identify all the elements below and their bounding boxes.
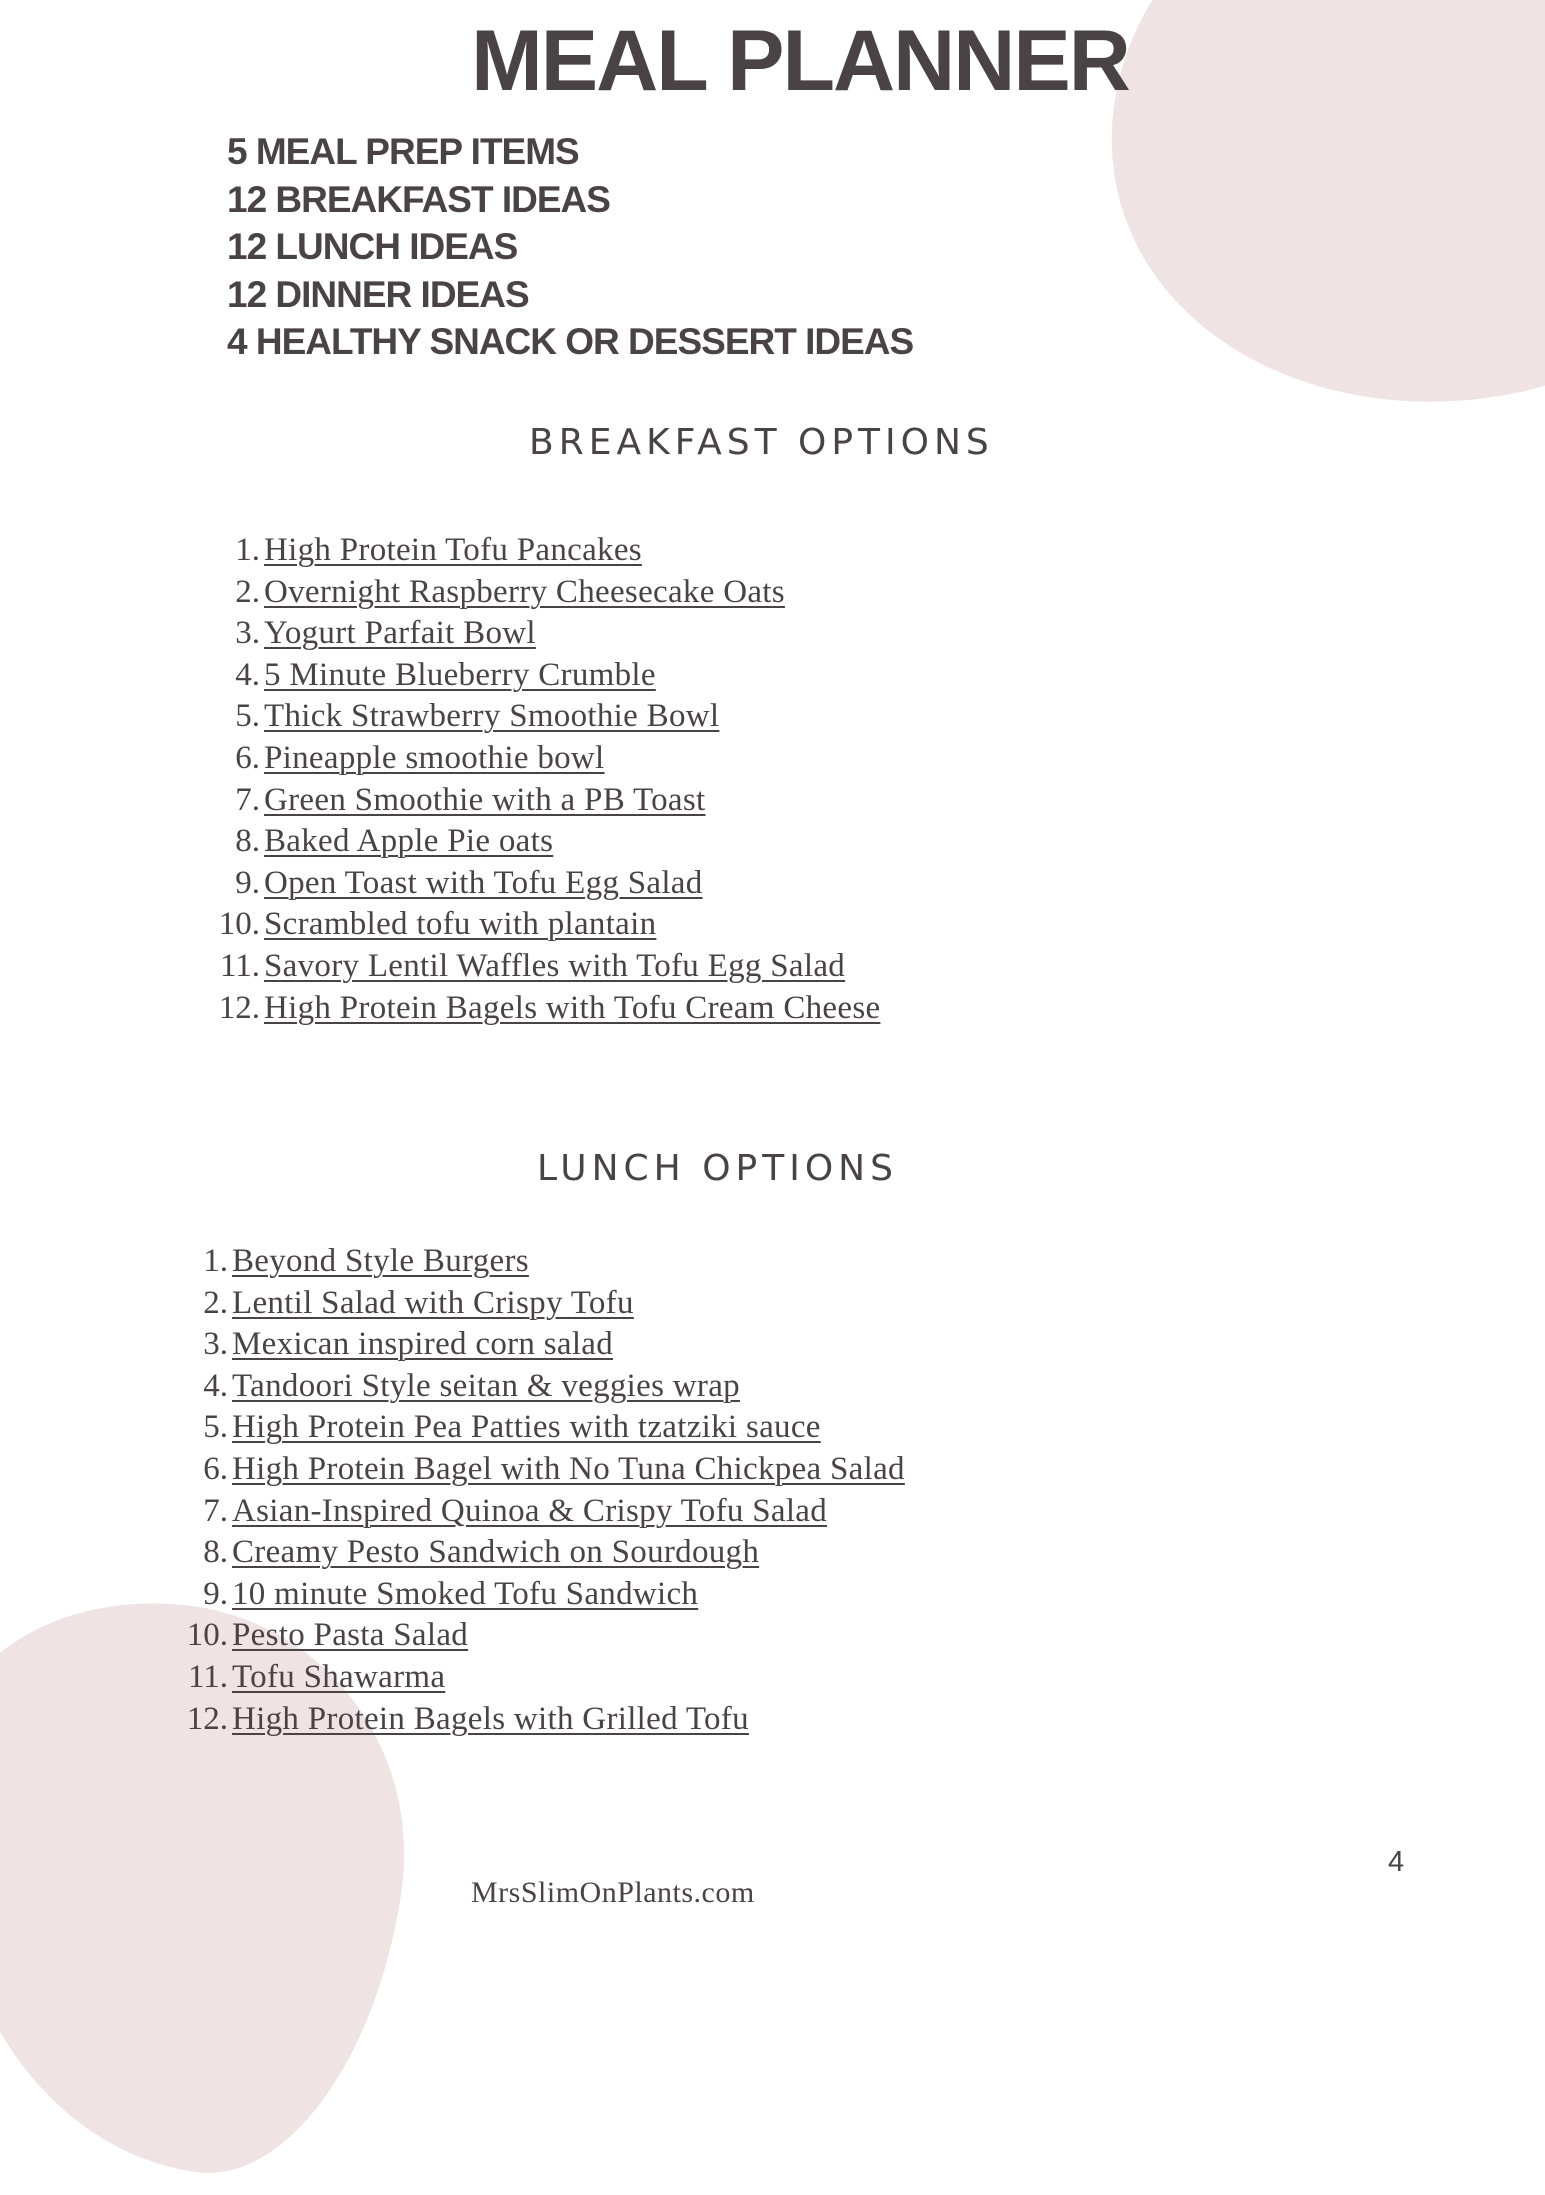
list-item — [168, 1283, 905, 1325]
item-number: 11. — [187, 1658, 228, 1695]
item-number: 9. — [203, 1575, 228, 1612]
list-item — [168, 1574, 905, 1616]
list-item — [168, 1615, 905, 1657]
summary-item: 12 DINNER IDEAS — [227, 273, 529, 315]
site-name: MrsSlimOnPlants.com — [471, 1876, 755, 1909]
list-item — [200, 613, 880, 655]
list-item — [200, 821, 880, 863]
list-item — [200, 863, 880, 905]
list-item — [200, 738, 880, 780]
item-number: 5. — [203, 1409, 228, 1446]
recipe-link[interactable]: Thick Strawberry Smoothie Bowl — [264, 698, 720, 735]
list-item — [200, 988, 880, 1030]
item-number: 4. — [203, 1367, 228, 1404]
lunch-heading: LUNCH OPTIONS — [537, 1148, 898, 1189]
list-item — [168, 1657, 905, 1699]
breakfast-heading: BREAKFAST OPTIONS — [529, 422, 994, 463]
recipe-link[interactable]: Yogurt Parfait Bowl — [264, 615, 536, 652]
recipe-link[interactable]: 10 minute Smoked Tofu Sandwich — [232, 1575, 699, 1612]
recipe-link[interactable]: Open Toast with Tofu Egg Salad — [264, 864, 703, 901]
list-item — [168, 1449, 905, 1491]
page-number: 4 — [1388, 1846, 1405, 1878]
summary-item: 12 BREAKFAST IDEAS — [227, 178, 610, 220]
recipe-link[interactable]: High Protein Pea Patties with tzatziki sauce — [232, 1409, 821, 1446]
lunch-list — [168, 1241, 905, 1740]
item-number: 8. — [203, 1534, 228, 1571]
item-number: 7. — [235, 781, 260, 818]
recipe-link[interactable]: Green Smoothie with a PB Toast — [264, 781, 706, 818]
list-item — [168, 1491, 905, 1533]
recipe-link[interactable]: 5 Minute Blueberry Crumble — [264, 656, 656, 693]
summary-item: 5 MEAL PREP ITEMS — [227, 131, 579, 172]
item-number: 10. — [186, 1617, 228, 1654]
item-number: 2. — [203, 1284, 228, 1321]
item-number: 11. — [219, 947, 260, 984]
item-number: 4. — [235, 656, 260, 693]
list-item — [168, 1532, 905, 1574]
recipe-link[interactable]: Beyond Style Burgers — [232, 1243, 529, 1279]
recipe-link[interactable]: Pineapple smoothie bowl — [264, 739, 605, 776]
list-item — [168, 1324, 905, 1366]
list-item — [200, 904, 880, 946]
recipe-link[interactable]: Tandoori Style seitan & veggies wrap — [232, 1367, 740, 1404]
item-number: 6. — [203, 1450, 228, 1487]
list-item — [200, 530, 880, 572]
breakfast-list — [200, 530, 880, 1029]
item-number: 7. — [203, 1492, 228, 1529]
list-item — [200, 780, 880, 822]
recipe-link[interactable]: Overnight Raspberry Cheesecake Oats — [264, 573, 785, 610]
recipe-link[interactable]: High Protein Tofu Pancakes — [264, 532, 642, 568]
list-item — [168, 1407, 905, 1449]
recipe-link[interactable]: Lentil Salad with Crispy Tofu — [232, 1284, 634, 1321]
item-number: 1. — [203, 1243, 228, 1279]
recipe-link[interactable]: Asian-Inspired Quinoa & Crispy Tofu Salad — [232, 1492, 828, 1529]
item-number: 5. — [235, 698, 260, 735]
summary-item: 12 LUNCH IDEAS — [227, 226, 518, 267]
item-number: 1. — [235, 532, 260, 568]
item-number: 3. — [235, 615, 260, 652]
item-number: 12. — [186, 1700, 228, 1737]
item-number: 12. — [218, 989, 260, 1026]
summary-item: 4 HEALTHY SNACK OR DESSERT IDEAS — [227, 321, 914, 362]
recipe-link[interactable]: Baked Apple Pie oats — [264, 823, 554, 860]
item-number: 6. — [235, 739, 260, 776]
item-number: 10. — [218, 906, 260, 943]
recipe-link[interactable]: High Protein Bagel with No Tuna Chickpea Salad — [232, 1450, 905, 1487]
list-item — [168, 1699, 905, 1741]
recipe-link[interactable]: Scrambled tofu with plantain — [264, 906, 657, 943]
recipe-link[interactable]: Savory Lentil Waffles with Tofu Egg Salad — [264, 947, 846, 984]
list-item — [200, 696, 880, 738]
recipe-link[interactable]: Creamy Pesto Sandwich on Sourdough — [232, 1534, 760, 1571]
list-item — [168, 1366, 905, 1408]
item-number: 3. — [203, 1326, 228, 1363]
list-item — [168, 1241, 905, 1283]
recipe-link[interactable]: High Protein Bagels with Tofu Cream Cheese — [264, 989, 881, 1026]
item-number: 9. — [235, 864, 260, 901]
recipe-link[interactable]: Tofu Shawarma — [232, 1658, 446, 1695]
page-title: MEAL PLANNER — [471, 13, 1129, 109]
summary-list — [227, 128, 913, 366]
recipe-link[interactable]: Mexican inspired corn salad — [232, 1326, 614, 1363]
recipe-link[interactable]: High Protein Bagels with Grilled Tofu — [232, 1700, 749, 1737]
item-number: 8. — [235, 823, 260, 860]
list-item — [200, 655, 880, 697]
list-item — [200, 572, 880, 614]
list-item — [200, 946, 880, 988]
item-number: 2. — [235, 573, 260, 610]
recipe-link[interactable]: Pesto Pasta Salad — [232, 1617, 469, 1654]
